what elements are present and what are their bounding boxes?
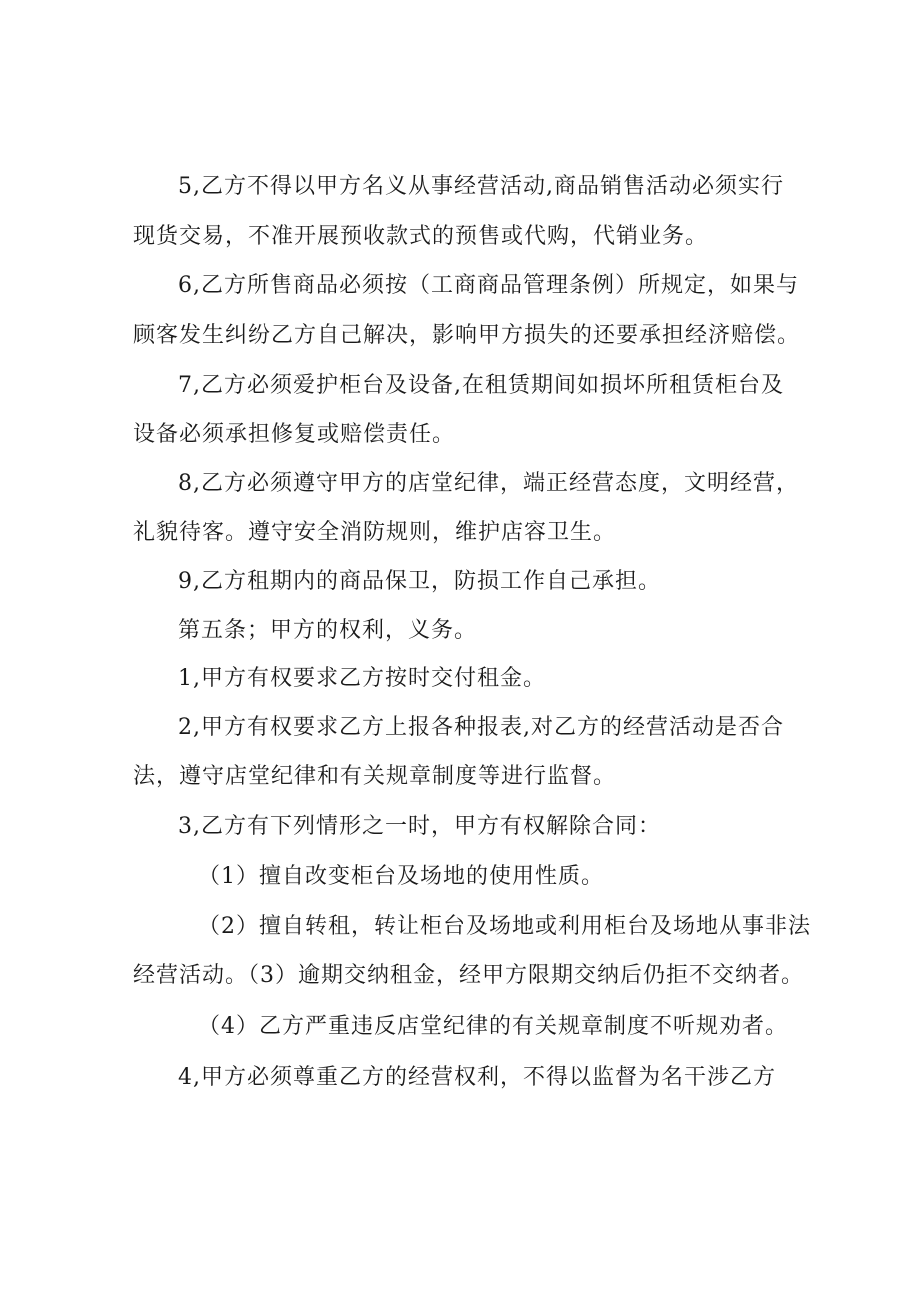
text-line: （4）乙方严重违反店堂纪律的有关规章制度不听规劝者。 bbox=[198, 1014, 788, 1039]
text-line: 经营活动。（3）逾期交纳租金，经甲方限期交纳后仍拒不交纳者。 bbox=[133, 963, 804, 988]
text-line: 1,甲方有权要求乙方按时交付租金。 bbox=[178, 666, 546, 691]
text-line: 9,乙方租期内的商品保卫，防损工作自己承担。 bbox=[178, 569, 661, 594]
text-line: 现货交易，不准开展预收款式的预售或代购，代销业务。 bbox=[133, 224, 709, 249]
text-line: 顾客发生纠纷乙方自己解决，影响甲方损失的还要承担经济赔偿。 bbox=[133, 323, 801, 348]
text-line: （1）擅自改变柜台及场地的使用性质。 bbox=[198, 864, 604, 889]
text-line: 法，遵守店堂纪律和有关规章制度等进行监督。 bbox=[133, 764, 617, 789]
text-line: （2）擅自转租，转让柜台及场地或利用柜台及场地从事非法 bbox=[198, 914, 811, 939]
text-line: 5,乙方不得以甲方名义从事经营活动,商品销售活动必须实行 bbox=[178, 174, 784, 199]
text-line: 8,乙方必须遵守甲方的店堂纪律，端正经营态度，文明经营， bbox=[178, 471, 799, 496]
text-line: 2,甲方有权要求乙方上报各种报表,对乙方的经营活动是否合 bbox=[178, 715, 784, 740]
text-line: 4,甲方必须尊重乙方的经营权利，不得以监督为名干涉乙方 bbox=[178, 1065, 776, 1090]
text-line: 设备必须承担修复或赔偿责任。 bbox=[133, 422, 456, 447]
text-line: 礼貌待客。遵守安全消防规则，维护店容卫生。 bbox=[133, 520, 617, 545]
text-line: 3,乙方有下列情形之一时，甲方有权解除合同： bbox=[178, 814, 661, 839]
section-heading: 第五条；甲方的权利，义务。 bbox=[178, 618, 478, 643]
text-line: 6,乙方所售商品必须按（工商商品管理条例）所规定，如果与 bbox=[178, 273, 799, 298]
text-line: 7,乙方必须爱护柜台及设备,在租赁期间如损坏所租赁柜台及 bbox=[178, 373, 784, 398]
